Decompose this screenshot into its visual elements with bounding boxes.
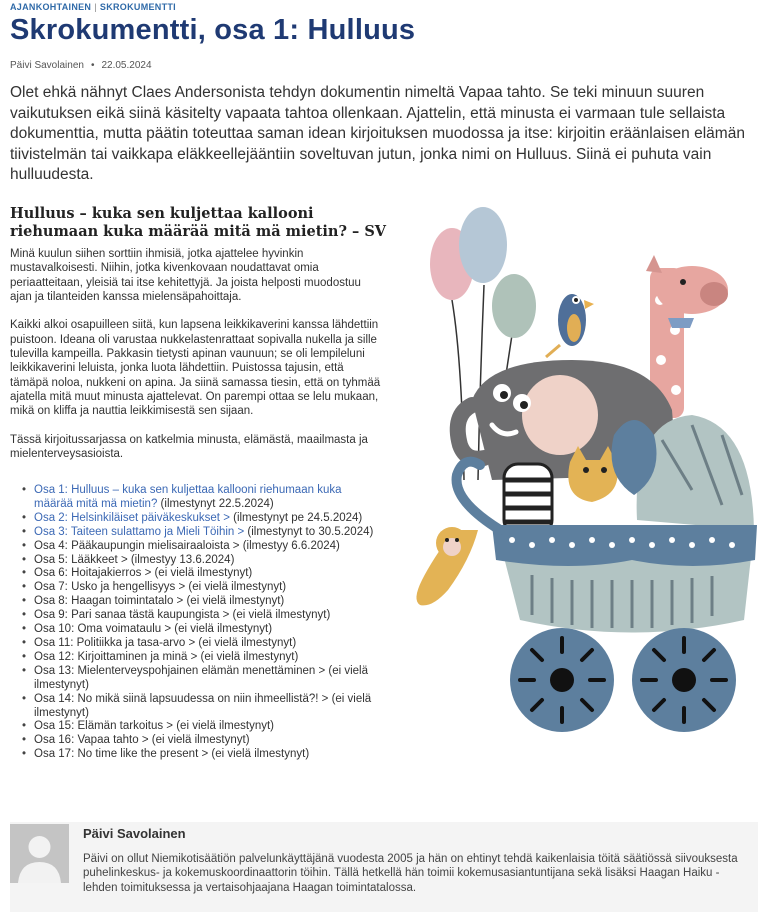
part-note: Osa 15: Elämän tarkoitus > (ei vielä ilmestynyt) [34, 720, 274, 733]
list-item [34, 637, 374, 651]
part-note: (ilmestynyt 22.5.2024) [157, 497, 274, 510]
list-item [34, 665, 374, 693]
post-author[interactable]: Päivi Savolainen [10, 60, 84, 71]
giraffe-bow [668, 318, 694, 328]
list-item [34, 693, 374, 721]
part-note: Osa 14: No mikä siinä lapsuudessa on niin ihmeellistä?! > (ei vielä ilmestynyt) [34, 692, 372, 719]
body-paragraph: Minä kuulun siihen sorttiin ihmisiä, jotka ajattelee hyvinkin mustavalkoisesti. Niihin, jotka kivenkovaan noudattavat omia periaatteitaan, yleisiä tai itse kehitettyjä. Ja joista helposti muodostuu ajan ja tilanteiden kanssa mielensäpahoittaja. [10, 248, 361, 303]
avatar-placeholder-icon [10, 824, 69, 883]
list-item [34, 567, 374, 581]
category-ajankohtainen[interactable]: AJANKOHTAINEN [10, 2, 92, 12]
part-note: (ilmestynyt to 30.5.2024) [244, 525, 374, 538]
part-link[interactable]: Osa 3: Taiteen sulattamo ja Mieli Töihin > [34, 525, 245, 538]
stroller-wheel-left [510, 628, 614, 732]
list-item [34, 720, 374, 734]
author-name[interactable]: Päivi Savolainen [83, 826, 186, 841]
part-note: Osa 6: Hoitajakierros > (ei vielä ilmestynyt) [34, 567, 253, 580]
author-box [10, 822, 758, 912]
article-body [10, 247, 385, 476]
category-separator: | [94, 2, 97, 12]
list-item [34, 609, 374, 623]
list-item [34, 540, 374, 554]
post-date: 22.05.2024 [101, 60, 152, 71]
part-note: Osa 17: No time like the present > (ei vielä ilmestynyt) [34, 748, 310, 761]
part-link[interactable]: Osa 2: Helsinkiläiset päiväkeskukset > [34, 511, 230, 524]
list-item [34, 595, 374, 609]
author-bio: Päivi on ollut Niemikotisäätiön palvelunkäyttäjänä vuodesta 2005 ja hän on ehtinyt tehdä kaikenlaisia töitä säätiössä siivouksesta puhelinkeskus- ja kokemuskoordinaattorin töihin. Tällä hetkellä hän toimii kokemusasiantuntijana sekä lisäksi Haagan Haiku -lehden toimituksessa ja vertaisohjaajana Haagan toimintatalossa. [83, 853, 738, 894]
part-note: Osa 9: Pari sanaa tästä kaupungista > (ei vielä ilmestynyt) [34, 609, 331, 622]
list-item [34, 623, 374, 637]
blue-balloon [459, 207, 507, 283]
part-note: Osa 5: Lääkkeet > (ilmestyy 13.6.2024) [34, 553, 235, 566]
list-item [34, 526, 374, 540]
part-note: Osa 11: Politiikka ja tasa-arvo > (ei vielä ilmestynyt) [34, 636, 297, 649]
list-item [34, 484, 374, 512]
section-heading: Hulluus – kuka sen kuljettaa kallooni riehumaan kuka määrää mitä mä mietin? – SV [10, 205, 387, 240]
green-balloon [492, 274, 536, 338]
body-paragraph: Kaikki alkoi osapuilleen siitä, kun lapsena leikkikaverini kanssa lähdettiin puistoon. Ideana oli varustaa nukkelastenrattaat sopivalla nukella ja sille tulevilla kampeilla. Pakkasin tietysti apinan vaunuun; se oli lempileluni leikkikaverini leluista, jonka luota lähdettiin. Puistossa tajusin, että tämäpä noloa, nukkeni on apina. Ja siinä samassa tiesin, että on tyhmää ajatella mitä muut minusta ajattelevat. On parempi ottaa se lelu mukaan, mikä on kliffa ja nauttia leikkimisestä sen sijaan. [10, 319, 381, 418]
list-item [34, 512, 374, 526]
lead-paragraph: Olet ehkä nähnyt Claes Andersonista tehdyn dokumentin nimeltä Vapaa tahto. Se teki minuun suuren vaikutuksen eikä siinä käsitelty vapaata tahtoa ollenkaan. Ajattelin, että minusta ei varmaan tule sellaista dokumenttia, mutta päätin toteuttaa saman idean kirjoituksen muodossa ja itse: kirjoitin eräänlaisen elämän tiivistelmän tai vaikkapa eläkkeellejääntiin soveltuvan jutun, jonka nimi on Hulluus. Siinä ei puhuta vain hulluudesta. [10, 84, 745, 183]
part-note: Osa 10: Oma voimataulu > (ei vielä ilmestynyt) [34, 623, 273, 636]
part-note: Osa 7: Usko ja hengellisyys > (ei vielä ilmestynyt) [34, 581, 287, 594]
list-item [34, 651, 374, 665]
list-item [34, 748, 374, 762]
category-links [10, 2, 176, 12]
part-note: Osa 8: Haagan toimintatalo > (ei vielä ilmestynyt) [34, 595, 285, 608]
meta-separator: • [90, 60, 95, 71]
part-link[interactable]: Osa 1: Hulluus – kuka sen kuljettaa kallooni riehumaan kuka määrää mitä mä mietin? [34, 484, 342, 510]
post-meta [10, 60, 152, 71]
elephant-ear [522, 375, 598, 455]
page-title: Skrokumentti, osa 1: Hulluus [10, 14, 416, 46]
body-paragraph: Tässä kirjoitussarjassa on katkelmia minusta, elämästä, maailmasta ja mielenterveysasioista. [10, 433, 368, 461]
stroller-illustration [392, 200, 762, 740]
category-skrokumentti[interactable]: SKROKUMENTTI [99, 2, 176, 12]
series-parts-list [34, 484, 374, 762]
part-note: Osa 12: Kirjoittaminen ja minä > (ei vielä ilmestynyt) [34, 650, 299, 663]
list-item [34, 734, 374, 748]
part-note: (ilmestynyt pe 24.5.2024) [229, 511, 363, 524]
stroller-wheel-right [632, 628, 736, 732]
part-note: Osa 13: Mielenterveyspohjainen elämän menettäminen > (ei vielä ilmestynyt) [34, 664, 369, 691]
part-note: Osa 16: Vapaa tahto > (ei vielä ilmestynyt) [34, 734, 250, 747]
list-item [34, 581, 374, 595]
part-note: Osa 4: Pääkaupungin mielisairaaloista > (ilmestyy 6.6.2024) [34, 539, 340, 552]
list-item [34, 554, 374, 568]
